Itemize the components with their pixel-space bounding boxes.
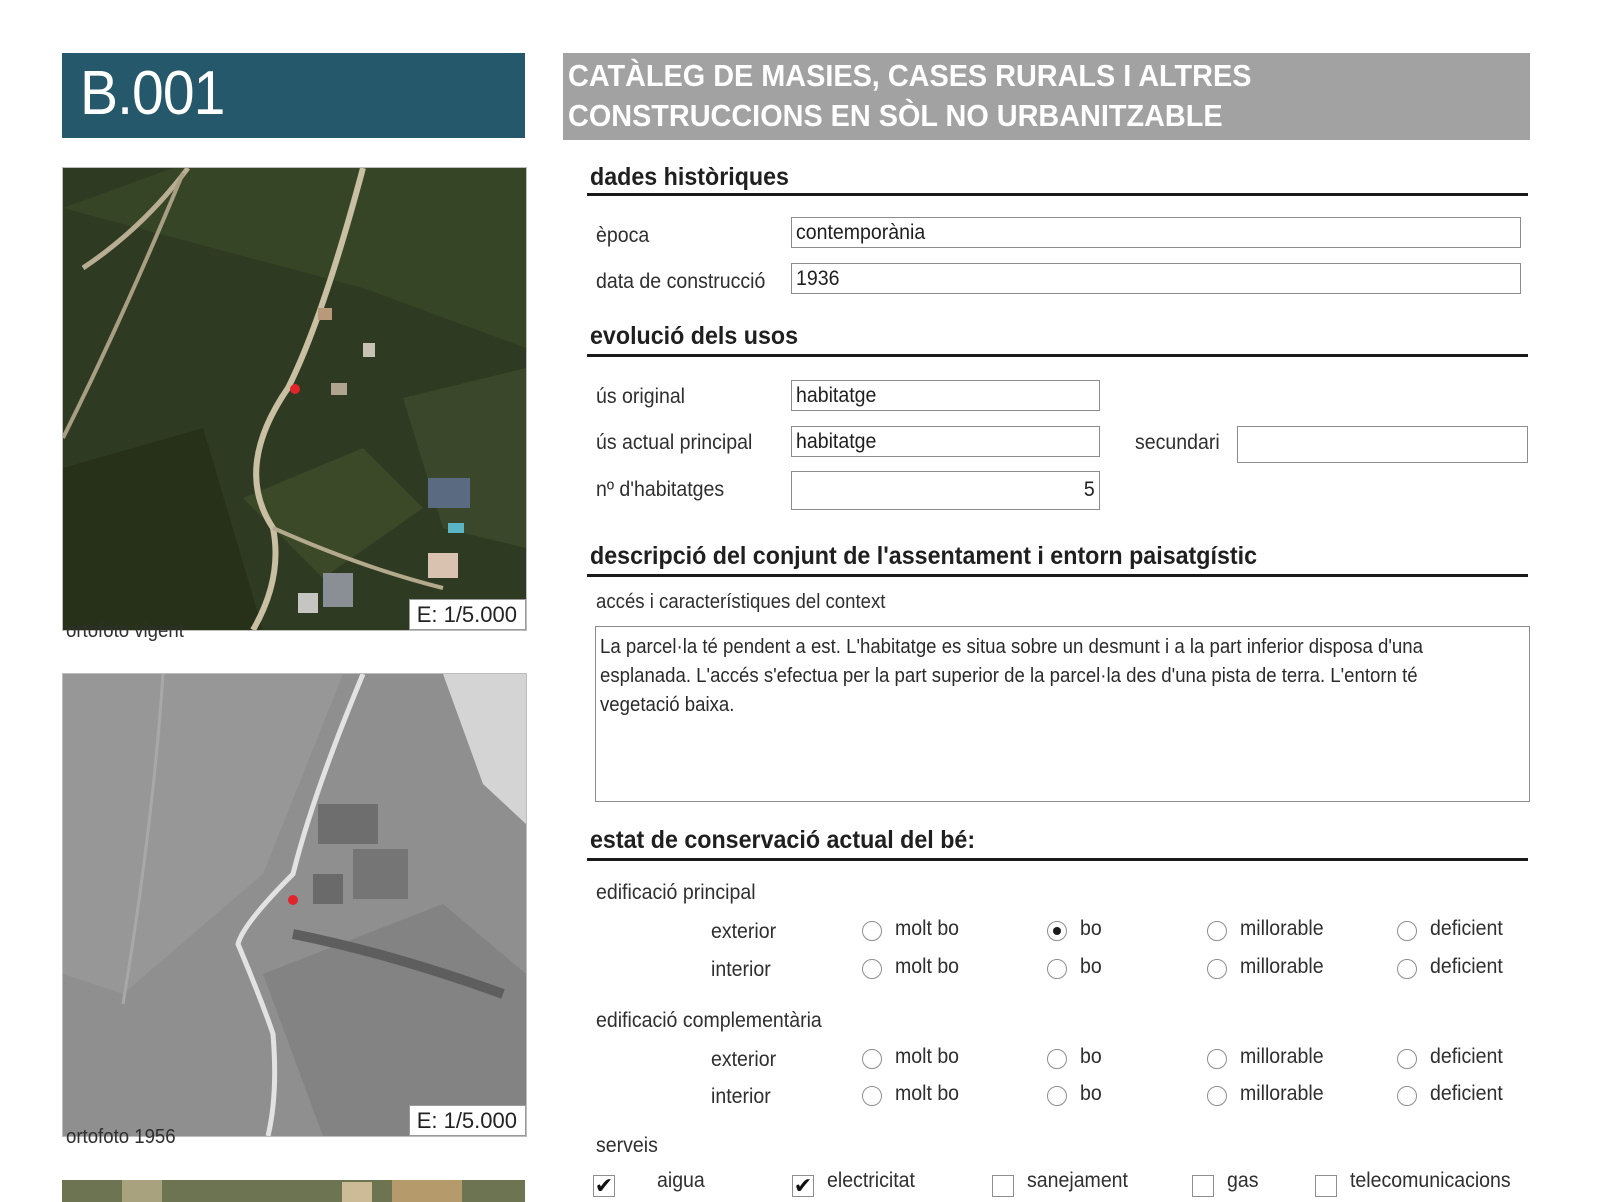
radio-millorable[interactable] — [1207, 1086, 1227, 1106]
service-checkbox-gas[interactable] — [1192, 1175, 1214, 1197]
section-divider — [587, 354, 1528, 357]
radio-bo[interactable] — [1047, 1049, 1067, 1069]
location-marker-icon — [290, 384, 300, 394]
section-title-uses: evolució dels usos — [590, 322, 799, 350]
photo-caption: ortofoto 1956 — [66, 1126, 176, 1148]
radio-label: deficient — [1430, 1045, 1503, 1068]
service-label: telecomunicacions — [1350, 1169, 1511, 1192]
radio-label: molt bo — [895, 1045, 960, 1068]
radio-label: deficient — [1430, 1082, 1503, 1105]
record-code: B.001 — [80, 59, 225, 128]
interior-label: interior — [711, 958, 771, 981]
radio-label: bo — [1080, 917, 1102, 940]
current-use-label: ús actual principal — [596, 431, 753, 454]
service-label: aigua — [657, 1169, 705, 1192]
description-line: La parcel·la té pendent a est. L'habitatge es situa sobre un desmunt i a la part inferior disposa d'una — [600, 636, 1423, 658]
service-label: gas — [1227, 1169, 1259, 1192]
description-line: vegetació baixa. — [600, 694, 735, 716]
location-marker-icon — [288, 895, 298, 905]
service-checkbox-sanejament[interactable] — [992, 1175, 1014, 1197]
service-checkbox-electricitat[interactable]: ✔ — [793, 1173, 813, 1198]
original-use-field[interactable]: habitatge — [791, 380, 1100, 411]
radio-label: millorable — [1240, 1082, 1324, 1105]
construction-date-field[interactable]: 1936 — [791, 263, 1521, 294]
service-checkbox-aigua[interactable]: ✔ — [594, 1173, 614, 1198]
radio-millorable[interactable] — [1207, 959, 1227, 979]
radio-bo[interactable] — [1047, 921, 1067, 941]
section-divider — [587, 193, 1528, 196]
section-title-conservation: estat de conservació actual del bé: — [590, 826, 976, 854]
radio-molt-bo[interactable] — [862, 1049, 882, 1069]
radio-label: millorable — [1240, 955, 1324, 978]
main-building-label: edificació principal — [596, 881, 756, 904]
service-checkbox-telecomunicacions[interactable] — [1315, 1175, 1337, 1197]
radio-millorable[interactable] — [1207, 1049, 1227, 1069]
photo-caption: ortofoto vigent — [66, 620, 184, 642]
radio-deficient[interactable] — [1397, 1049, 1417, 1069]
interior-label: interior — [711, 1085, 771, 1108]
radio-label: bo — [1080, 1082, 1102, 1105]
secondary-use-field[interactable] — [1237, 426, 1528, 463]
catalog-title-line-2: CONSTRUCCIONS EN SÒL NO URBANITZABLE — [568, 98, 1223, 133]
current-use-field[interactable]: habitatge — [791, 426, 1100, 457]
radio-deficient[interactable] — [1397, 1086, 1417, 1106]
radio-label: molt bo — [895, 955, 960, 978]
description-textarea[interactable] — [595, 626, 1530, 802]
radio-bo[interactable] — [1047, 959, 1067, 979]
photo-partial — [62, 1180, 525, 1202]
radio-label: millorable — [1240, 917, 1324, 940]
complementary-building-label: edificació complementària — [596, 1009, 822, 1032]
orthophoto-1956 — [62, 673, 527, 1137]
dwellings-count-label: nº d'habitatges — [596, 478, 725, 501]
radio-molt-bo[interactable] — [862, 921, 882, 941]
section-title-description: descripció del conjunt de l'assentament i entorn paisatgístic — [590, 542, 1258, 570]
scale-label: E: 1/5.000 — [409, 599, 526, 630]
radio-deficient[interactable] — [1397, 959, 1417, 979]
radio-molt-bo[interactable] — [862, 1086, 882, 1106]
scale-label: E: 1/5.000 — [409, 1105, 526, 1136]
radio-label: bo — [1080, 955, 1102, 978]
dwellings-count-field[interactable]: 5 — [791, 471, 1100, 510]
service-label: sanejament — [1027, 1169, 1128, 1192]
orthophoto-current — [62, 167, 527, 631]
catalog-title-line-1: CATÀLEG DE MASIES, CASES RURALS I ALTRES — [568, 58, 1252, 93]
radio-deficient[interactable] — [1397, 921, 1417, 941]
section-title-historic: dades històriques — [590, 163, 789, 191]
epoca-field[interactable]: contemporània — [791, 217, 1521, 248]
radio-millorable[interactable] — [1207, 921, 1227, 941]
radio-label: molt bo — [895, 917, 960, 940]
exterior-label: exterior — [711, 920, 777, 943]
exterior-label: exterior — [711, 1048, 777, 1071]
radio-label: deficient — [1430, 955, 1503, 978]
description-line: esplanada. L'accés s'efectua per la part superior de la parcel·la des d'una pista de terra. L'entorn té — [600, 665, 1418, 687]
radio-bo[interactable] — [1047, 1086, 1067, 1106]
services-label: serveis — [596, 1134, 658, 1157]
section-divider — [587, 574, 1528, 577]
radio-label: deficient — [1430, 917, 1503, 940]
construction-date-label: data de construcció — [596, 270, 766, 293]
secondary-use-label: secundari — [1135, 431, 1220, 454]
radio-label: molt bo — [895, 1082, 960, 1105]
original-use-label: ús original — [596, 385, 686, 408]
radio-label: millorable — [1240, 1045, 1324, 1068]
access-context-label: accés i característiques del context — [596, 591, 886, 613]
section-divider — [587, 858, 1528, 861]
service-label: electricitat — [827, 1169, 915, 1192]
radio-molt-bo[interactable] — [862, 959, 882, 979]
radio-label: bo — [1080, 1045, 1102, 1068]
epoca-label: època — [596, 224, 650, 247]
